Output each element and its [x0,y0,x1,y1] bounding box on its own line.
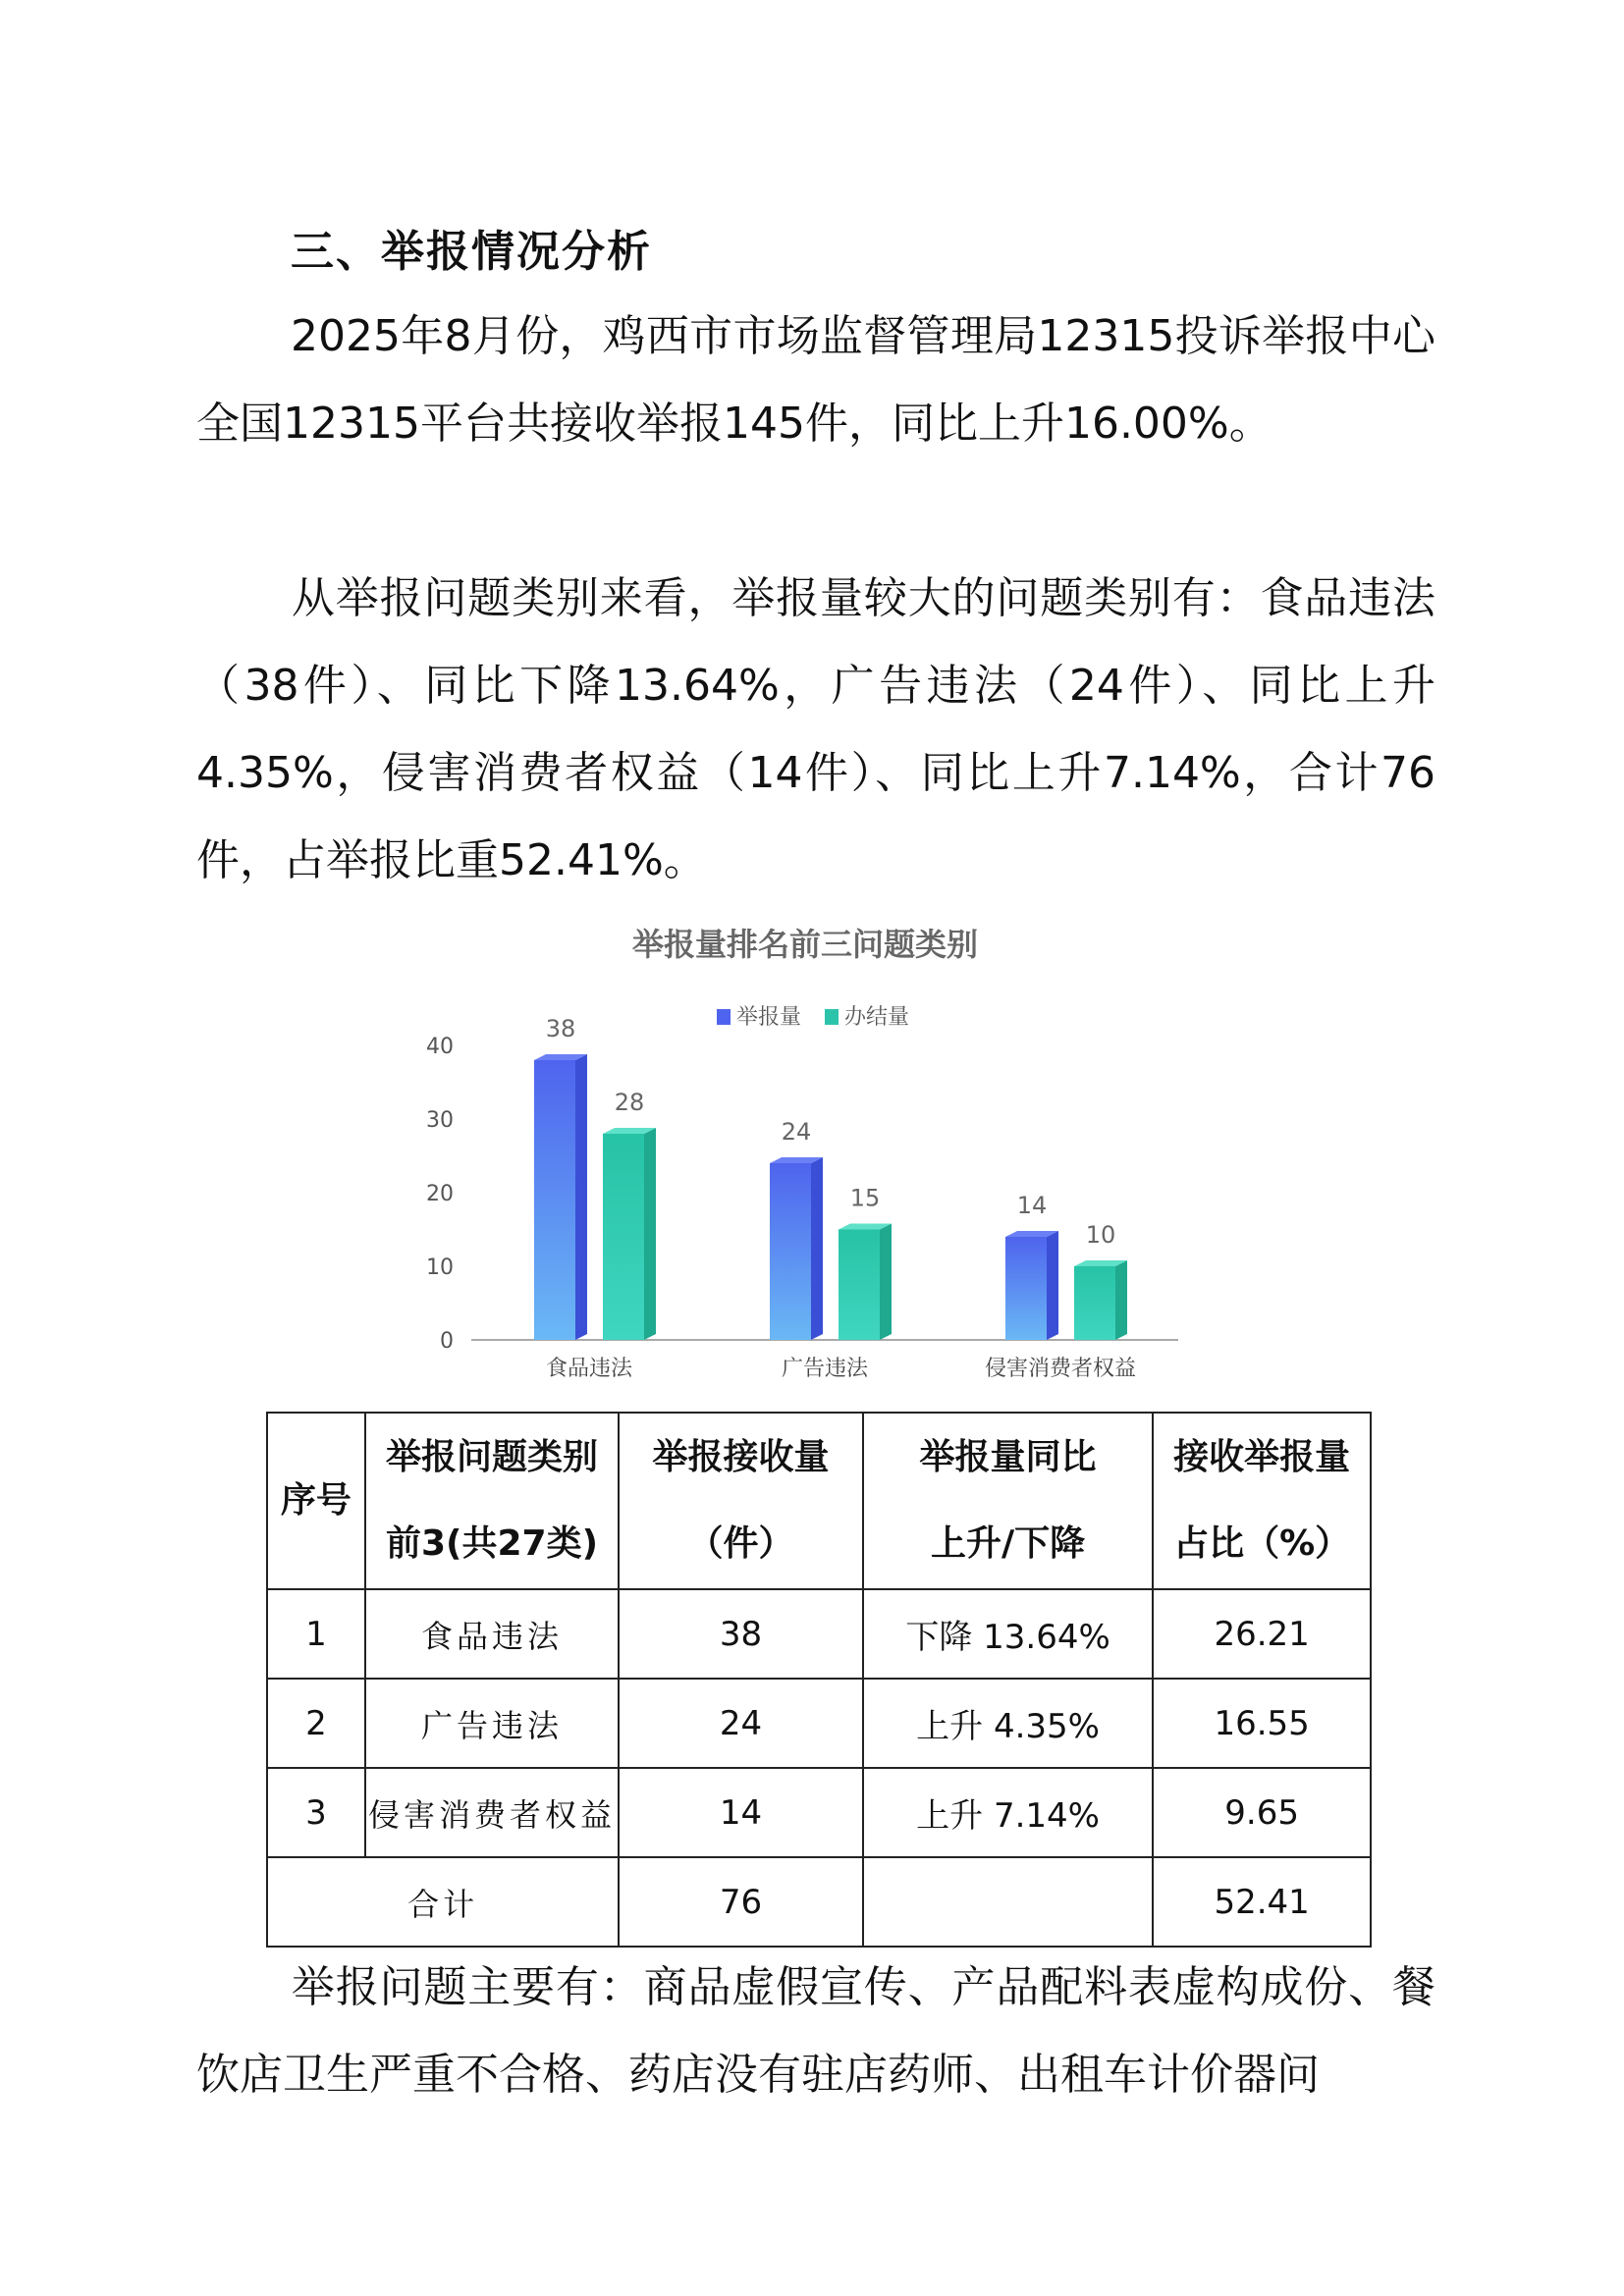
bar-resolved [603,1134,644,1340]
cell-total-change [863,1857,1153,1947]
bar-side [880,1224,892,1341]
table-row [267,1589,1371,1679]
cell-index: 3 [267,1768,365,1857]
legend-label-resolved: 办结量 [844,1005,910,1030]
bar-side [644,1128,656,1340]
y-tick-label: 40 [426,1035,454,1059]
report-table [266,1412,1372,1948]
cell-change: 上升 7.14% [863,1768,1153,1857]
section-heading: 三、举报情况分析 [291,227,652,277]
header-category-line2: 前3(共27类) [385,1523,599,1564]
data-label: 28 [614,1089,645,1116]
table-total-row [267,1857,1371,1947]
paragraph-summary [196,293,1435,467]
header-category-line1: 举报问题类别 [386,1437,599,1477]
header-index: 序号 [267,1413,365,1589]
data-label: 15 [849,1184,881,1212]
header-received-line2: （件） [687,1523,794,1564]
data-label: 10 [1085,1221,1116,1249]
chart-legend [717,1005,909,1030]
cell-received: 24 [619,1679,863,1768]
bar-resolved [839,1230,880,1341]
cell-change: 上升 4.35% [863,1679,1153,1768]
y-axis-ticks [426,1035,454,1354]
cell-received: 14 [619,1768,863,1857]
paragraph-categories-text: 从举报问题类别来看，举报量较大的问题类别有：食品违法（38件）、同比下降13.64%，广告违法（24件）、同比上升4.35%，侵害消费者权益（14件）、同比上升7.14%，合计76件，占举报比重52.41%。 [196,573,1435,885]
header-category [365,1413,619,1589]
cell-total-label: 合计 [267,1857,619,1947]
bar-side [811,1157,823,1340]
cell-category: 侵害消费者权益 [365,1768,619,1857]
paragraph-issues [196,1944,1435,2118]
bar-chart [393,908,1237,1389]
cell-received: 38 [619,1589,863,1679]
cell-share: 16.55 [1153,1679,1371,1768]
legend-label-received: 举报量 [736,1005,802,1030]
cell-change: 下降 13.64% [863,1589,1153,1679]
paragraph-categories [196,555,1435,904]
header-received-line1: 举报接收量 [652,1437,830,1477]
table-row [267,1679,1371,1768]
bar-resolved [1074,1266,1115,1340]
paragraph-issues-text: 举报问题主要有：商品虚假宣传、产品配料表虚构成份、餐饮店卫生严重不合格、药店没有驻店药师、出租车计价器问 [196,1962,1435,2100]
category-label: 食品违法 [545,1357,633,1381]
bar-side [1115,1260,1127,1340]
legend-swatch-received [717,1009,731,1025]
data-label: 24 [781,1118,812,1146]
x-axis-categories [546,1357,1136,1381]
cell-total-received: 76 [619,1857,863,1947]
header-change-line1: 举报量同比 [919,1437,1097,1477]
bar-received [770,1163,811,1340]
chart-bars [534,1015,1127,1340]
bar-received [534,1060,575,1340]
cell-share: 26.21 [1153,1589,1371,1679]
bar-side [1047,1231,1058,1340]
legend-swatch-resolved [825,1009,839,1025]
cell-category: 广告违法 [365,1679,619,1768]
header-change [863,1413,1153,1589]
data-label: 14 [1016,1192,1048,1219]
bar-side [575,1054,587,1340]
cell-index: 2 [267,1679,365,1768]
y-tick-label: 30 [426,1108,454,1133]
y-tick-label: 0 [440,1329,454,1354]
category-label: 侵害消费者权益 [984,1357,1137,1381]
chart-title: 举报量排名前三问题类别 [631,926,979,963]
y-tick-label: 20 [426,1182,454,1206]
header-change-line2: 上升/下降 [930,1523,1086,1564]
header-share [1153,1413,1371,1589]
table-row [267,1768,1371,1857]
category-label: 广告违法 [781,1357,869,1381]
header-received [619,1413,863,1589]
data-label: 38 [545,1015,576,1042]
cell-category: 食品违法 [365,1589,619,1679]
cell-index: 1 [267,1589,365,1679]
bar-received [1005,1237,1047,1340]
header-share-line1: 接收举报量 [1173,1437,1351,1477]
paragraph-summary-text: 2025年8月份，鸡西市市场监督管理局12315投诉举报中心全国12315平台共接收举报145件，同比上升16.00%。 [196,311,1435,449]
cell-share: 9.65 [1153,1768,1371,1857]
table-header-row [267,1413,1371,1589]
cell-total-share: 52.41 [1153,1857,1371,1947]
header-share-line2: 占比（%） [1173,1523,1351,1564]
y-tick-label: 10 [426,1255,454,1280]
